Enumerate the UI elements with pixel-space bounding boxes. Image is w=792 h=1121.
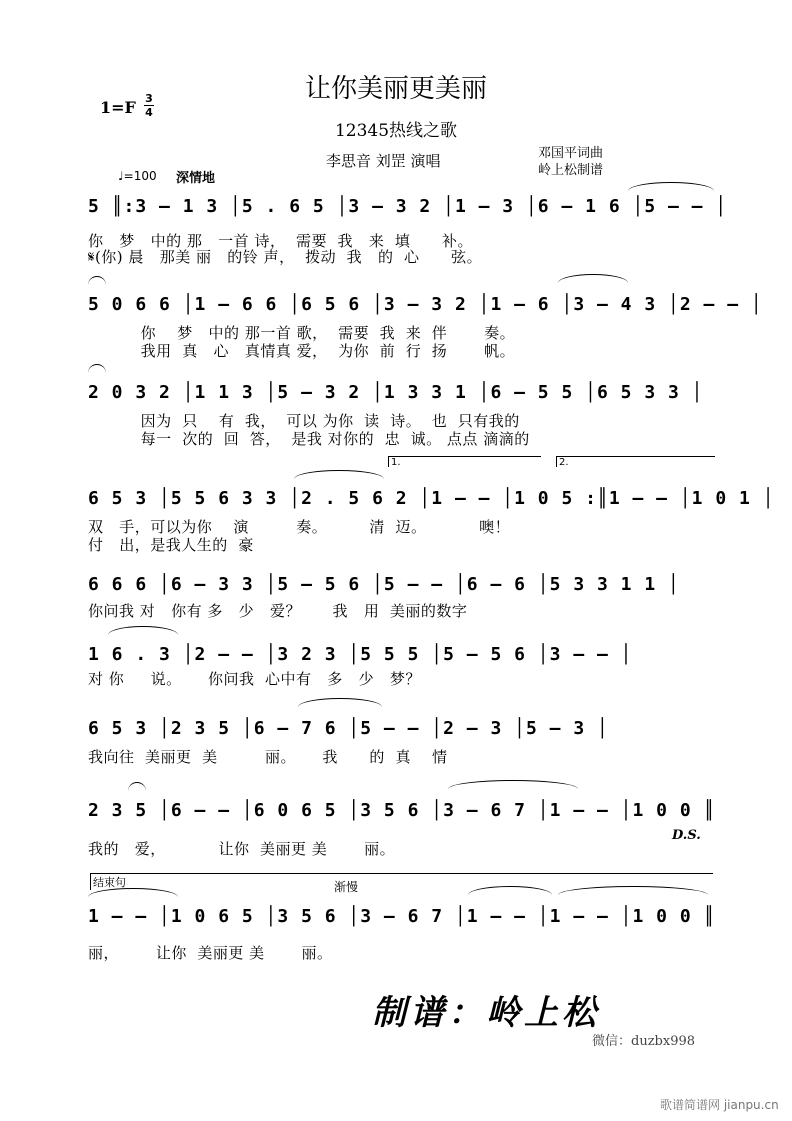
- staff-row-2: [88, 286, 763, 324]
- song-subtitle: 12345热线之歌: [334, 121, 458, 141]
- slur: [558, 274, 628, 283]
- notes: 6 5 3 │2 3 5 │6 – 7 6 │5 – – │2 – 3 │5 – 3 │: [88, 718, 609, 739]
- lyric-verse-2: 我用 真 心 真情真 爱， 为你 前 行 扬 帆。: [88, 342, 516, 360]
- lyric-line: 对 你 说。 你问我 心中有 多 少 梦？: [88, 670, 421, 688]
- staff-row-8: [88, 792, 714, 830]
- slur: [298, 698, 382, 707]
- slur: [88, 276, 106, 285]
- slur: [88, 364, 106, 373]
- volta-first-ending: 1.: [388, 456, 541, 467]
- staff-row-5: [88, 566, 714, 604]
- notes: 6 6 6 │6 – 3 3 │5 – 5 6 │5 – – │6 – 6 │5 3 3 1 1 │: [88, 574, 680, 595]
- lyric-verse-1: 双 手，可以为你 演 奏。 清 迈。 噢！: [88, 518, 511, 536]
- notes: 2 0 3 2 │1 1 3 │5 – 3 2 │1 3 3 1 │6 – 5 5 │6 5 3 3 │: [88, 382, 704, 403]
- staff-row-3: [88, 374, 714, 412]
- notes: 5 ║:3 – 1 3 │5 . 6 5 │3 – 3 2 │1 – 3 │6 – 1 6 │5 – – │: [88, 196, 728, 217]
- slur: [448, 780, 578, 789]
- notes: 2 3 5 │6 – – │6 0 6 5 │3 5 6 │3 – 6 7 │1 – – │1 0 0 ║: [88, 800, 716, 821]
- time-signature: [144, 93, 154, 118]
- slur: [128, 782, 146, 791]
- lyric-verse-1: 因为 只 有 我， 可以 为你 读 诗。 也 只有我的: [88, 412, 520, 430]
- staff-row-9: [88, 898, 714, 936]
- lyric-line: 你问我 对 你有 多 少 爱？ 我 用 美丽的数字: [88, 602, 468, 620]
- dal-segno-marking: D.S.: [672, 828, 701, 843]
- arranger-credit: 岭上松制谱: [538, 163, 604, 178]
- lyric-verse-1: 你 梦 中的 那 一首 诗， 需要 我 来 填 补。: [88, 232, 473, 250]
- meter-bottom: 4: [145, 106, 153, 119]
- lyric-line: 丽， 让你 美丽更 美 丽。: [88, 944, 333, 962]
- notes: 6 5 3 │5 5 6 3 3 │2 . 5 6 2 │1 – – │1 0 5 :║1 – – │1 0 1 │: [88, 488, 775, 509]
- ritardando-marking: 渐慢: [334, 880, 359, 894]
- slur: [628, 182, 714, 191]
- singers: 李思音 刘罡 演唱: [326, 152, 441, 170]
- lyric-line: 我的 爱， 让你 美丽更 美 丽。: [88, 840, 396, 858]
- lyric-line: 我向往 美丽更 美 丽。 我 的 真 情: [88, 748, 448, 766]
- site-watermark: 歌谱简谱网 jianpu.cn: [660, 1098, 779, 1112]
- notes: 5 0 6 6 │1 – 6 6 │6 5 6 │3 – 3 2 │1 – 6 │3 – 4 3 │2 – – │: [88, 294, 763, 315]
- notes: 1 6 . 3 │2 – – │3 2 3 │5 5 5 │5 – 5 6 │3 – – │: [88, 644, 633, 665]
- staff-row-7: [88, 710, 714, 748]
- lyric-verse-2: 付 出，是我人生的 豪: [88, 536, 254, 554]
- lyric-verse-2: 𝄋(你) 晨 那美 丽 的铃 声， 拨动 我 的 心 弦。: [88, 248, 483, 266]
- notes: 1 – – │1 0 6 5 │3 5 6 │3 – 6 7 │1 – – │1 – – │1 0 0 ║: [88, 906, 716, 927]
- key-signature: 1=F: [100, 98, 136, 117]
- arranger-signature: 制谱：岭上松: [372, 993, 600, 1033]
- slur: [108, 626, 178, 635]
- wechat-contact: 微信：duzbx998: [592, 1034, 696, 1049]
- coda-ending-label: 结束句: [90, 873, 713, 890]
- song-title: 让你美丽更美丽: [304, 74, 487, 104]
- staff-row-1: [88, 188, 728, 226]
- lyric-verse-1: 你 梦 中的 那一首 歌， 需要 我 来 伴 奏。: [88, 324, 516, 342]
- meter-top: 3: [145, 92, 153, 105]
- staff-row-4: [88, 457, 775, 518]
- lyricist-credit: 邓国平词曲: [538, 146, 604, 161]
- slur: [294, 470, 384, 479]
- tempo-marking: ♩=100: [118, 169, 157, 183]
- lyric-verse-2: 每一 次的 回 答， 是我 对你的 忠 诚。 点点 滴滴的: [88, 430, 530, 448]
- mood-marking: 深情地: [176, 171, 216, 186]
- volta-second-ending: 2.: [556, 456, 715, 467]
